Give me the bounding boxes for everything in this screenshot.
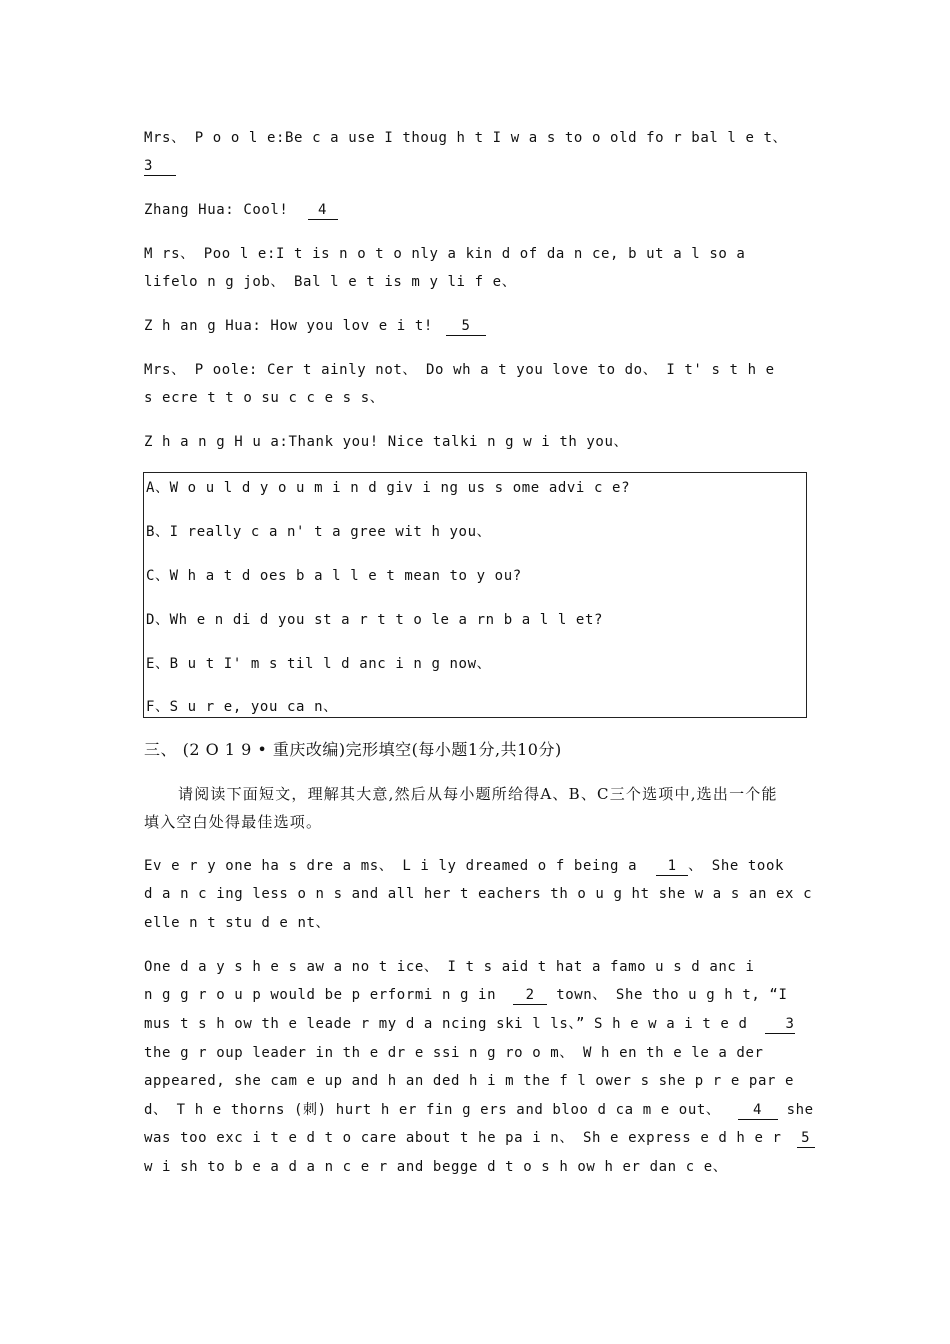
passage-text: appeared, she cam e up and h an ded h i m the f l ower s she p r e par e	[144, 1073, 795, 1089]
dialogue-text: lifelo n g job、 Bal l e t is m y li f e、	[144, 274, 517, 290]
dialogue-line	[144, 312, 808, 340]
passage-text: d a n c ing less o n s and all her t eachers th o u g ht she w a s an ex c	[144, 886, 813, 902]
passage-line	[144, 981, 808, 1009]
passage-text: town、 She tho u g h t, “I	[556, 987, 788, 1003]
passage-text: d、 T h e thorns (刺) hurt h er fin g ers and bloo d ca m e out、	[144, 1102, 721, 1118]
answer-blank-5: 5	[446, 317, 486, 336]
passage-text: One d a y s h e s aw a no t ice、 I t s aid t hat a famo u s d anc i	[144, 959, 755, 975]
passage-text: mus t s h ow th e leade r my d a ncing ski l ls、” S h e w a i t e d	[144, 1016, 748, 1032]
passage-line	[144, 1067, 808, 1095]
dialogue-line	[144, 240, 808, 268]
dialogue-line	[144, 428, 808, 456]
dialogue-line	[144, 196, 808, 224]
dialogue-text: Mrs、 P oole: Cer t ainly not、 Do wh a t you love to do、 I t' s t h e	[144, 362, 775, 378]
cloze-blank-2: 2	[513, 986, 547, 1005]
options-box	[143, 472, 807, 718]
passage-text: she	[786, 1102, 814, 1118]
dialogue-text: Z h an g Hua: How you lov e i t!	[144, 318, 433, 334]
dialogue-text: Mrs、 P o o l e:Be c a use I thoug h t I w a s to o old fo r bal l e t、	[144, 130, 788, 146]
dialogue-text: Zhang Hua: Cool!	[144, 202, 289, 218]
passage-text: elle n t stu d e nt、	[144, 915, 331, 931]
passage-line	[144, 909, 808, 937]
option-d: D、Wh e n di d you st a r t t o le a rn b a l l et?	[146, 612, 604, 628]
passage-line	[144, 852, 808, 880]
passage-line	[144, 1010, 808, 1038]
answer-blank-4: 4	[308, 201, 338, 220]
passage-line	[144, 1096, 814, 1124]
cloze-blank-4: 4	[738, 1101, 778, 1120]
section-heading: 三、 (2 O 1 9 • 重庆改编)完形填空(每小题1分,共10分)	[144, 740, 562, 759]
cloze-blank-5: 5	[797, 1129, 815, 1148]
passage-text: Ev e r y one ha s dre a ms、 L i ly dreamed o f being a	[144, 858, 638, 874]
instruction-line: 请阅读下面短文，理解其大意,然后从每小题所给得A、B、C三个选项中,选出一个能	[178, 785, 778, 803]
instruction-line: 填入空白处得最佳选项。	[144, 813, 323, 831]
passage-text: n g g r o u p would be p erformi n g in	[144, 987, 497, 1003]
passage-text: 、 She took	[688, 858, 785, 874]
dialogue-text: s ecre t t o su c c e s s、	[144, 390, 385, 406]
passage-line	[144, 1039, 808, 1067]
dialogue-line	[144, 268, 808, 296]
passage-line	[144, 1124, 811, 1152]
option-a: A、W o u l d y o u m i n d giv i ng us s ome advi c e?	[146, 480, 631, 496]
dialogue-line	[144, 124, 808, 152]
option-b: B、I really c a n' t a gree wit h you、	[146, 524, 492, 540]
dialogue-line	[144, 356, 808, 384]
passage-text: was too exc i t e d t o care about t he pa i n、 Sh e express e d h e r	[144, 1130, 782, 1146]
cloze-blank-1: 1	[656, 857, 688, 876]
dialogue-blank-line	[144, 152, 808, 180]
passage-line	[144, 880, 813, 908]
option-f: F、S u r e, you ca n、	[146, 699, 338, 715]
answer-blank-3: 3	[144, 157, 176, 176]
passage-text: the g r oup leader in th e dr e ssi n g ro o m、 W h en th e le a der	[144, 1045, 764, 1061]
option-e: E、B u t I' m s til l d anc i n g now、	[146, 656, 492, 672]
cloze-blank-3: 3	[765, 1015, 795, 1034]
dialogue-line	[144, 384, 808, 412]
passage-text: w i sh to b e a d a n c e r and begge d t o s h ow h er dan c e、	[144, 1159, 728, 1175]
passage-line	[144, 1153, 808, 1181]
dialogue-text: Z h a n g H u a:Thank you! Nice talki n g w i th you、	[144, 434, 629, 450]
option-c: C、W h a t d oes b a l l e t mean to y ou?	[146, 568, 522, 584]
passage-line	[144, 953, 808, 981]
dialogue-text: M rs、 Poo l e:I t is n o t o nly a kin d of da n ce, b ut a l so a	[144, 246, 746, 262]
